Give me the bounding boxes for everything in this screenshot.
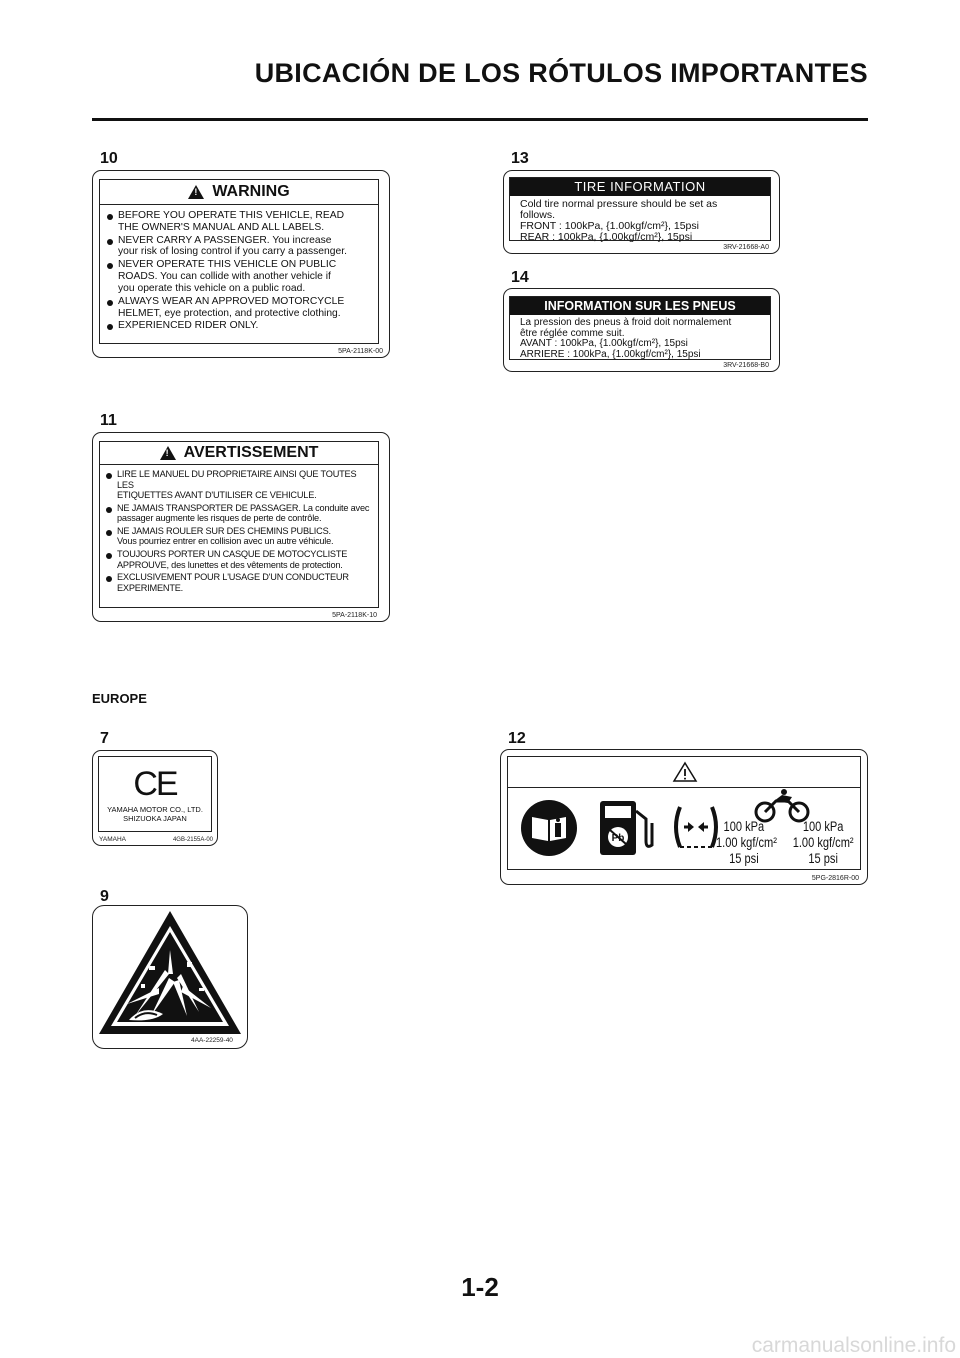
page-number: 1-2	[461, 1272, 499, 1302]
read-manual-icon	[520, 799, 578, 857]
warning-item-line: Vous pourriez entrer en collision avec un autre véhicule.	[117, 536, 334, 547]
label-12-rear-values	[792, 819, 854, 867]
label-14-header: INFORMATION SUR LES PNEUS	[510, 297, 770, 315]
warning-list-item	[104, 235, 374, 259]
warning-item-line: passager augmente les risques de perte de contrôle.	[117, 513, 322, 524]
label-14-number: 14	[511, 269, 529, 286]
tire-info-line: FRONT : 100kPa, {1.00kgf/cm²}, 15psi	[520, 220, 699, 233]
motorcycle-icon	[754, 789, 810, 823]
label-12-number: 12	[508, 730, 526, 747]
tire-info-line: La pression des pneus à froid doit normalement	[520, 317, 732, 328]
warning-item-line: ROADS. You can collide with another vehicle if	[118, 271, 331, 283]
warning-item-line: EXPERIMENTE.	[117, 582, 184, 593]
label-10-code: 5PA-2118K-00	[338, 348, 383, 355]
label-7-brand: YAMAHA	[99, 836, 126, 843]
warning-item-line: LIRE LE MANUEL DU PROPRIETAIRE AINSI QUE TOUTES LES	[117, 469, 357, 490]
label-10-header	[100, 180, 378, 205]
warning-list-item	[103, 469, 375, 501]
rear-kgf: 1.00 kgf/cm²	[792, 835, 854, 850]
label-7-ce-plate	[92, 750, 218, 846]
warning-list-item	[103, 526, 375, 547]
label-10-number: 10	[100, 150, 118, 167]
warning-triangle-icon	[160, 446, 176, 460]
warning-item-line: HELMET, eye protection, and protective clothing.	[118, 307, 341, 319]
label-11-panel	[99, 441, 379, 608]
region-label: EUROPE	[92, 691, 147, 706]
label-11-code: 5PA-2118K-10	[332, 612, 377, 619]
label-13-number: 13	[511, 150, 529, 167]
warning-list-item	[103, 572, 375, 593]
front-kpa: 100 kPa	[723, 819, 765, 834]
rear-kpa: 100 kPa	[802, 819, 844, 834]
front-kgf: 1.00 kgf/cm²	[716, 835, 777, 850]
warning-item-line: NEVER CARRY A PASSENGER. You increase	[118, 234, 332, 246]
warning-item-line: NE JAMAIS ROULER SUR DES CHEMINS PUBLICS.	[117, 525, 331, 536]
label-7-code: 4GB-2155A-00	[172, 837, 213, 843]
rear-psi: 15 psi	[808, 851, 838, 866]
warning-item-line: EXPERIENCED RIDER ONLY.	[118, 320, 259, 332]
label-14-text	[510, 315, 770, 360]
label-14-code: 3RV-21668-B0	[723, 362, 769, 369]
unleaded-fuel-icon	[596, 797, 658, 859]
label-13-panel	[509, 177, 771, 244]
title-divider	[92, 118, 868, 121]
warning-list-item	[104, 259, 374, 294]
label-13-header: TIRE INFORMATION	[510, 178, 770, 196]
svg-text:Pb: Pb	[611, 833, 625, 844]
warning-item-line: ETIQUETTES AVANT D'UTILISER CE VEHICULE.	[117, 490, 317, 501]
warning-list-item	[104, 296, 374, 320]
tire-info-line: AVANT : 100kPa, {1.00kgf/cm²}, 15psi	[520, 338, 688, 349]
label-13-text	[510, 196, 770, 243]
label-9-explosive	[92, 905, 248, 1049]
warning-item-line: BEFORE YOU OPERATE THIS VEHICLE, READ	[118, 210, 345, 221]
label-12-panel	[507, 756, 861, 870]
label-12-front-values	[716, 819, 777, 867]
label-10-header-text: WARNING	[212, 183, 290, 200]
label-13-code: 3RV-21668-A0	[723, 244, 769, 251]
label-10-list	[100, 205, 378, 332]
watermark: carmanualsonline.info	[751, 1334, 956, 1357]
warning-item-line: you operate this vehicle on a public road.	[118, 282, 306, 294]
warning-item-line: NE JAMAIS TRANSPORTER DE PASSAGER. La conduite avec	[117, 502, 370, 513]
warning-item-line: ALWAYS WEAR AN APPROVED MOTORCYCLE	[118, 295, 345, 307]
warning-triangle-icon	[188, 185, 204, 199]
explosive-hazard-icon	[95, 908, 245, 1036]
warning-list-item	[103, 503, 375, 524]
tire-info-line: être réglée comme suit.	[520, 327, 625, 339]
label-7-company: YAMAHA MOTOR CO., LTD.	[107, 805, 203, 814]
label-7-panel	[98, 756, 212, 832]
warning-item-line: THE OWNER'S MANUAL AND ALL LABELS.	[118, 221, 325, 233]
front-psi: 15 psi	[729, 851, 759, 866]
warning-list-item	[103, 549, 375, 570]
tire-pressure-icon	[670, 803, 722, 853]
label-7-number: 7	[100, 730, 109, 747]
warning-item-line: APPROUVE, des lunettes et des vêtements de protection.	[117, 559, 343, 570]
tire-info-line: REAR : 100kPa, {1.00kgf/cm²}, 15psi	[520, 231, 693, 244]
label-14-information-pneus	[503, 288, 780, 372]
label-11-header-text: AVERTISSEMENT	[183, 444, 319, 461]
label-9-code: 4AA-22259-40	[191, 1037, 233, 1044]
label-14-panel	[509, 296, 771, 360]
label-9-number: 9	[100, 888, 109, 905]
label-13-tire-information	[503, 170, 780, 254]
label-12-pictogram	[500, 749, 868, 885]
page-title: UBICACIÓN DE LOS RÓTULOS IMPORTANTES	[254, 58, 868, 88]
warning-triangle-outline-icon	[672, 761, 698, 783]
warning-item-line: TOUJOURS PORTER UN CASQUE DE MOTOCYCLISTE	[117, 549, 348, 560]
warning-item-line: your risk of losing control if you carry a passenger.	[118, 246, 347, 258]
label-10-panel	[99, 179, 379, 344]
label-11-avertissement	[92, 432, 390, 622]
label-10-warning	[92, 170, 390, 358]
label-7-location: SHIZUOKA JAPAN	[123, 814, 187, 823]
warning-item-line: NEVER OPERATE THIS VEHICLE ON PUBLIC	[118, 259, 337, 271]
warning-list-item	[104, 320, 374, 332]
warning-item-line: EXCLUSIVEMENT POUR L'USAGE D'UN CONDUCTEUR	[117, 572, 349, 583]
tire-info-line: Cold tire normal pressure should be set as	[520, 198, 718, 210]
warning-list-item	[104, 210, 374, 234]
tire-info-line: follows.	[520, 209, 556, 222]
ce-mark-icon: CE	[133, 765, 177, 803]
label-11-list	[100, 465, 378, 593]
label-12-code: 5PG-2816R-00	[811, 875, 859, 882]
label-12-header-band	[508, 757, 860, 788]
tire-info-line: ARRIERE : 100kPa, {1.00kgf/cm²}, 15psi	[520, 348, 701, 360]
label-11-header	[100, 442, 378, 465]
label-11-number: 11	[100, 412, 117, 429]
